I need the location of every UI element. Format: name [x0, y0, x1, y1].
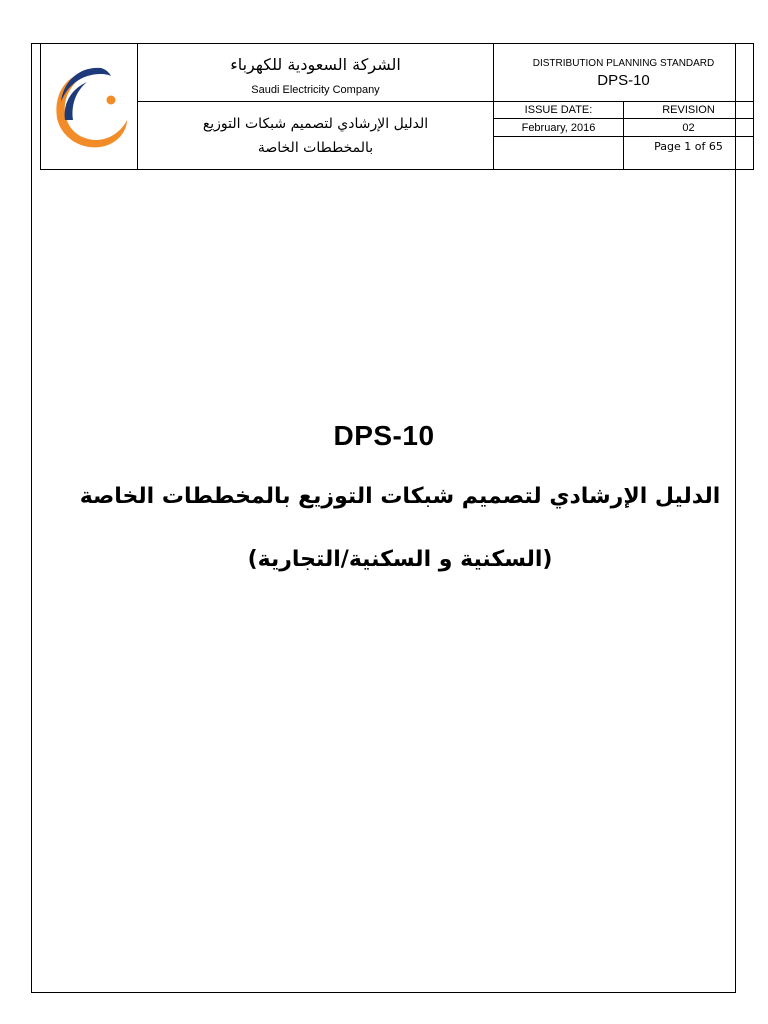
standard-code: DPS-10: [597, 72, 650, 89]
revision-cell: [624, 119, 754, 170]
page-number: Page 1 of 65: [654, 139, 723, 153]
company-name-en: Saudi Electricity Company: [251, 84, 380, 96]
company-name-ar: الشركة السعودية للكهرباء: [230, 55, 401, 74]
document-header: [40, 43, 754, 170]
document-subtitle-ar: (السكنية و السكنية/التجارية): [247, 547, 553, 572]
issue-date-blank: [494, 137, 623, 169]
sec-logo-icon: [47, 62, 131, 154]
document-code: DPS-10: [333, 420, 435, 451]
page-frame: [31, 43, 736, 993]
logo-cell: [41, 44, 138, 170]
company-name-cell: [138, 44, 494, 102]
document-title-ar: الدليل الإرشادي لتصميم شبكات التوزيع بالمخططات الخاصة: [79, 484, 721, 509]
issue-date-label: ISSUE DATE:: [494, 102, 624, 119]
guide-title-cell: [138, 102, 494, 170]
revision-label: REVISION: [624, 102, 754, 119]
guide-title-line2: بالمخططات الخاصة: [257, 139, 374, 156]
guide-title-line1: الدليل الإرشادي لتصميم شبكات التوزيع: [202, 115, 429, 132]
standard-title: DISTRIBUTION PLANNING STANDARD: [532, 58, 715, 69]
revision: 02: [624, 120, 753, 137]
issue-date-cell: [494, 119, 624, 170]
issue-date: February, 2016: [494, 120, 623, 137]
standard-cell: [494, 44, 754, 102]
